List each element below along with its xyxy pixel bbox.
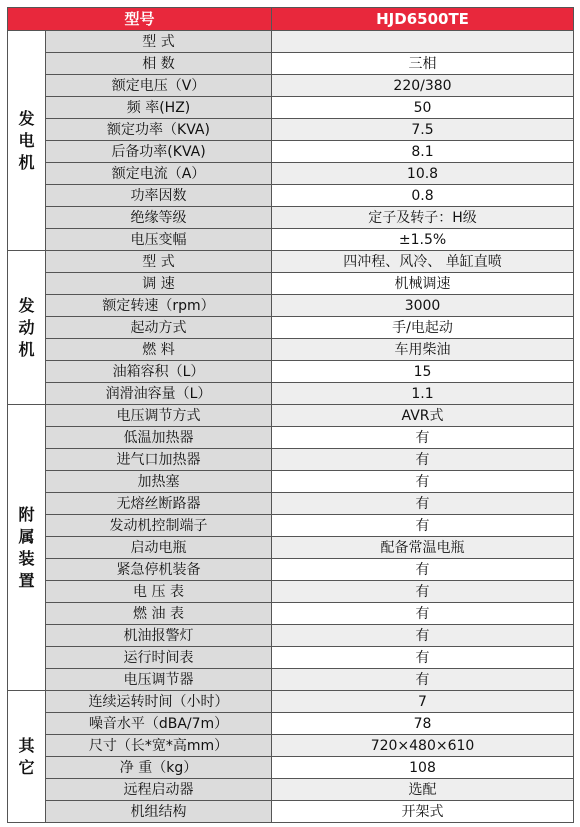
spec-value: 有 [272,515,574,537]
spec-value: 选配 [272,779,574,801]
table-row [8,163,574,185]
spec-value: 有 [272,625,574,647]
spec-value: 1.1 [272,383,574,405]
group-title-char: 装 [18,548,35,568]
group-title-char: 机 [18,152,35,172]
spec-label: 远程启动器 [46,779,272,801]
table-row [8,471,574,493]
spec-value: 7 [272,691,574,713]
spec-label: 起动方式 [46,317,272,339]
table-row [8,207,574,229]
group-title [8,31,46,251]
spec-value: 8.1 [272,141,574,163]
spec-label: 润滑油容量（L） [46,383,272,405]
spec-value: 有 [272,669,574,691]
spec-label: 燃 料 [46,339,272,361]
group-title [8,405,46,691]
table-row [8,97,574,119]
spec-label: 噪音水平（dBA/7m） [46,713,272,735]
spec-label: 额定电压（V） [46,75,272,97]
spec-label: 运行时间表 [46,647,272,669]
table-row [8,493,574,515]
spec-value: ±1.5% [272,229,574,251]
table-row [8,757,574,779]
table-row [8,339,574,361]
table-row [8,295,574,317]
spec-label: 电 压 表 [46,581,272,603]
table-row [8,713,574,735]
spec-value: 开架式 [272,801,574,823]
table-row [8,691,574,713]
header-label: 型号 [8,8,272,31]
group-title [8,691,46,823]
spec-label: 无熔丝断路器 [46,493,272,515]
table-row [8,53,574,75]
spec-value: 78 [272,713,574,735]
table-row [8,361,574,383]
spec-label: 发动机控制端子 [46,515,272,537]
spec-label: 进气口加热器 [46,449,272,471]
table-row [8,317,574,339]
group-title [8,251,46,405]
spec-value: 车用柴油 [272,339,574,361]
table-row [8,625,574,647]
table-row [8,185,574,207]
table-row [8,603,574,625]
spec-value: AVR式 [272,405,574,427]
spec-value [272,31,574,53]
spec-label: 功率因数 [46,185,272,207]
spec-value: 有 [272,427,574,449]
group-title-char: 置 [18,570,35,590]
spec-value: 0.8 [272,185,574,207]
table-row [8,581,574,603]
group-title-char: 发 [18,108,35,128]
group-title-char: 机 [18,339,35,359]
spec-value: 15 [272,361,574,383]
spec-value: 有 [272,559,574,581]
spec-label: 额定功率（KVA) [46,119,272,141]
spec-label: 电压调节方式 [46,405,272,427]
table-row [8,119,574,141]
spec-value: 有 [272,493,574,515]
spec-value: 机械调速 [272,273,574,295]
table-row [8,75,574,97]
spec-label: 额定转速（rpm） [46,295,272,317]
spec-label: 额定电流（A） [46,163,272,185]
spec-label: 加热塞 [46,471,272,493]
spec-value: 50 [272,97,574,119]
header-model: HJD6500TE [272,8,574,31]
spec-value: 720×480×610 [272,735,574,757]
spec-label: 型 式 [46,31,272,53]
table-row [8,273,574,295]
spec-label: 型 式 [46,251,272,273]
spec-table [7,7,574,823]
group-title-char: 电 [18,130,35,150]
spec-label: 燃 油 表 [46,603,272,625]
spec-label: 后备功率(KVA) [46,141,272,163]
table-row [8,427,574,449]
spec-label: 油箱容积（L） [46,361,272,383]
table-row [8,779,574,801]
spec-label: 相 数 [46,53,272,75]
spec-value: 有 [272,647,574,669]
spec-label: 低温加热器 [46,427,272,449]
spec-label: 连续运转时间（小时） [46,691,272,713]
table-row [8,449,574,471]
table-row [8,537,574,559]
spec-value: 配备常温电瓶 [272,537,574,559]
group-title-char: 其 [18,735,35,755]
spec-value: 四冲程、风冷、 单缸直喷 [272,251,574,273]
group-title-char: 附 [18,504,35,524]
table-row [8,251,574,273]
spec-label: 尺寸（长*宽*高mm） [46,735,272,757]
spec-value: 3000 [272,295,574,317]
spec-value: 108 [272,757,574,779]
spec-label: 净 重（kg） [46,757,272,779]
spec-label: 机油报警灯 [46,625,272,647]
table-row [8,515,574,537]
spec-value: 有 [272,603,574,625]
header-row [8,8,574,31]
table-row [8,559,574,581]
spec-label: 启动电瓶 [46,537,272,559]
table-row [8,405,574,427]
spec-label: 调 速 [46,273,272,295]
table-row [8,801,574,823]
spec-label: 紧急停机装备 [46,559,272,581]
group-title-char: 发 [18,295,35,315]
spec-label: 机组结构 [46,801,272,823]
group-title-char: 属 [18,526,35,546]
spec-value: 有 [272,471,574,493]
group-title-char: 它 [18,757,35,777]
table-row [8,141,574,163]
group-title-char: 动 [18,317,35,337]
spec-label: 绝缘等级 [46,207,272,229]
spec-label: 电压变幅 [46,229,272,251]
spec-value: 有 [272,581,574,603]
spec-value: 定子及转子：H级 [272,207,574,229]
spec-value: 10.8 [272,163,574,185]
table-row [8,735,574,757]
spec-value: 220/380 [272,75,574,97]
spec-label: 频 率(HZ) [46,97,272,119]
table-row [8,669,574,691]
table-row [8,31,574,53]
table-row [8,647,574,669]
spec-value: 有 [272,449,574,471]
table-row [8,383,574,405]
spec-label: 电压调节器 [46,669,272,691]
spec-value: 三相 [272,53,574,75]
table-row [8,229,574,251]
spec-value: 手/电起动 [272,317,574,339]
spec-value: 7.5 [272,119,574,141]
